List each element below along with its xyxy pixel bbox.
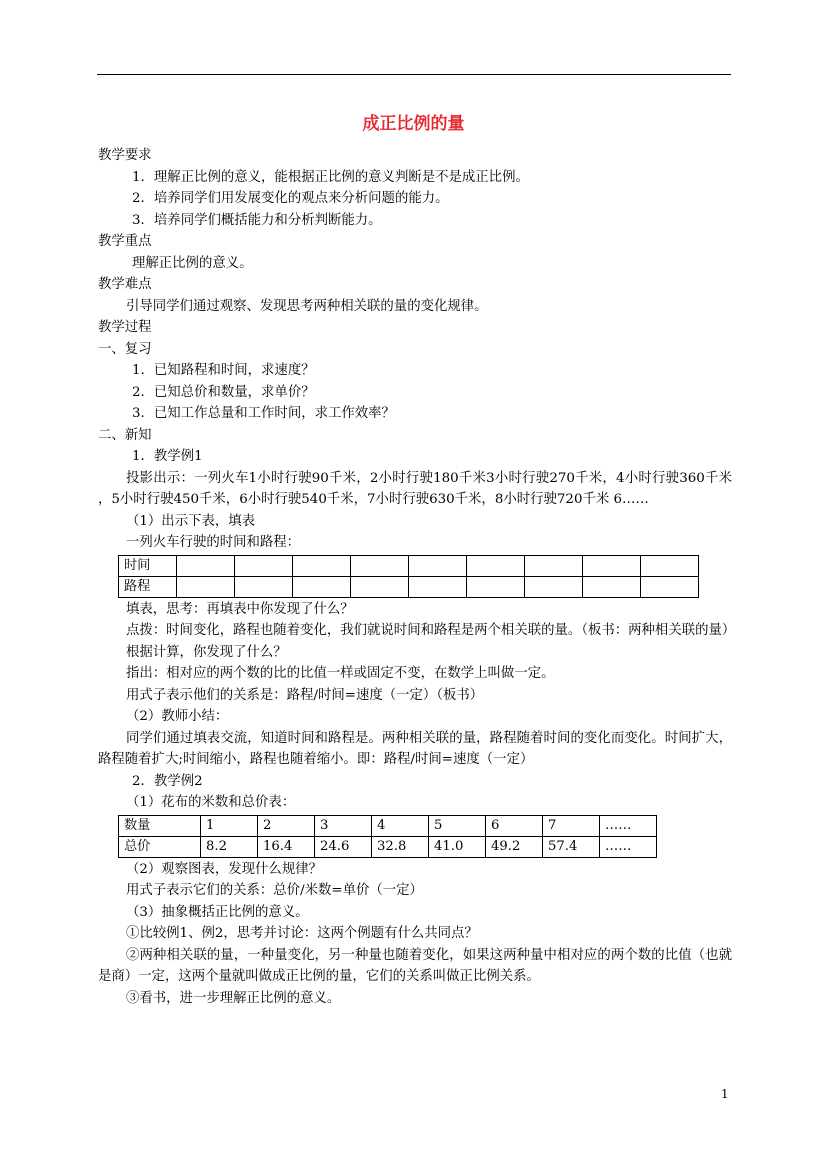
list-item: 3．已知工作总量和工作时间，求工作效率？: [132, 406, 395, 421]
table-cell: 57.4: [543, 836, 600, 857]
section-heading: 教学过程: [98, 320, 152, 335]
paragraph: 指出：相对应的两个数的比的比值一样或固定不变，在数学上叫做一定。: [126, 666, 555, 681]
table-caption: （1）花布的米数和总价表：: [126, 795, 296, 810]
table-cell: ……: [600, 815, 657, 836]
paragraph: ②两种相关联的量，一种量变化，另一种量也随着变化，如果这两种量中相对应的两个数的比值（也就是商）一定，这两个量就叫做成正比例的量，它们的关系叫做正比例关系。: [98, 947, 732, 984]
table-cell: [409, 555, 467, 576]
table-cell: [525, 576, 583, 597]
table-cell: 8.2: [201, 836, 258, 857]
list-item: 3．培养同学们概括能力和分析判断能力。: [132, 212, 382, 228]
table-row: [119, 555, 699, 576]
table-cell: 2: [258, 815, 315, 836]
table-cell: 32.8: [372, 836, 429, 857]
table-cell: 时间: [119, 555, 177, 576]
section-heading: 教学难点: [98, 277, 152, 292]
paragraph: 用式子表示它们的关系：总价/米数=单价（一定）: [126, 883, 423, 898]
page-title: 成正比例的量: [362, 114, 465, 134]
example-heading: 1．教学例1: [132, 449, 203, 464]
table-cell: [641, 555, 699, 576]
paragraph: ①比较例1、例2，思考并讨论：这两个例题有什么共同点？: [126, 926, 478, 941]
page-number: 1: [721, 1087, 729, 1101]
table-cell: 1: [201, 815, 258, 836]
table-caption: 一列火车行驶的时间和路程：: [126, 535, 301, 550]
table-cell: 路程: [119, 576, 177, 597]
table-cell: [177, 555, 235, 576]
paragraph: 用式子表示他们的关系是：路程/时间=速度（一定）（板书）: [126, 687, 484, 703]
table-cell: [351, 555, 409, 576]
table-cell: 3: [315, 815, 372, 836]
paragraph: 投影出示：一列火车1小时行驶90千米，2小时行驶180千米3小时行驶270千米，4小时行驶360千米 ，5小时行驶450千米，6小时行驶540千米，7小时行驶630千米，8小时行驶720千米 6……: [98, 470, 732, 507]
paragraph: （3）抽象概括正比例的意义。: [126, 904, 309, 920]
paragraph: （1）出示下表，填表: [126, 513, 256, 529]
paragraph: 根据计算，你发现了什么？: [126, 644, 287, 660]
table-row: [119, 576, 699, 597]
subsection-heading: 一、复习: [98, 341, 152, 357]
table-cell: 6: [486, 815, 543, 836]
table-row: [119, 815, 657, 836]
table-cell: [177, 576, 235, 597]
table-cell: [351, 576, 409, 597]
paragraph: 同学们通过填表交流，知道时间和路程是。两种相关联的量，路程随着时间的变化而变化。时间扩大，路程随着扩大;时间缩小，路程也随着缩小。即：路程/时间=速度（一定）: [98, 730, 732, 767]
table-cell: [235, 576, 293, 597]
table-cell: 7: [543, 815, 600, 836]
table-cell: 16.4: [258, 836, 315, 857]
table-cell: 5: [429, 815, 486, 836]
table-cell: [583, 576, 641, 597]
table-cell: [641, 576, 699, 597]
paragraph: ③看书，进一步理解正比例的意义。: [126, 990, 341, 1006]
table-cell: [525, 555, 583, 576]
example-heading: 2．教学例2: [132, 773, 203, 789]
table-cell: [293, 576, 351, 597]
list-item: 1．理解正比例的意义，能根据正比例的意义判断是不是成正比例。: [132, 169, 529, 185]
table-cell: [235, 555, 293, 576]
table-cell: [583, 555, 641, 576]
table-cell: 49.2: [486, 836, 543, 857]
list-item: 1．已知路程和时间，求速度？: [132, 363, 315, 378]
table-cell: [409, 576, 467, 597]
table-cell: 4: [372, 815, 429, 836]
list-item: 2．已知总价和数量，求单价？: [132, 384, 315, 400]
table-cell: 总价: [119, 836, 201, 857]
paragraph: （2）观察图表，发现什么规律？: [126, 861, 322, 877]
subsection-heading: 二、新知: [98, 427, 152, 443]
table-cell: 41.0: [429, 836, 486, 857]
header-rule: [97, 74, 731, 75]
time-distance-table: [118, 555, 699, 598]
table-cell: [467, 576, 525, 597]
document-body: [98, 145, 736, 1009]
section-heading: 教学要求: [98, 148, 152, 163]
section-heading: 教学重点: [98, 234, 152, 249]
cloth-price-table: [118, 815, 657, 858]
table-row: [119, 836, 657, 857]
table-cell: [293, 555, 351, 576]
table-cell: 数量: [119, 815, 201, 836]
paragraph: 点拨：时间变化，路程也随着变化，我们就说时间和路程是两个相关联的量。（板书：两种相关联的量）: [126, 623, 736, 638]
table-cell: [467, 555, 525, 576]
table-cell: 24.6: [315, 836, 372, 857]
paragraph: （2）教师小结：: [126, 709, 229, 724]
table-cell: ……: [600, 836, 657, 857]
paragraph: 理解正比例的意义。: [132, 255, 253, 271]
list-item: 2．培养同学们用发展变化的观点来分析问题的能力。: [132, 191, 449, 206]
paragraph: 引导同学们通过观察、发现思考两种相关联的量的变化规律。: [126, 298, 488, 314]
paragraph: 填表，思考：再填表中你发现了什么？: [126, 601, 354, 617]
